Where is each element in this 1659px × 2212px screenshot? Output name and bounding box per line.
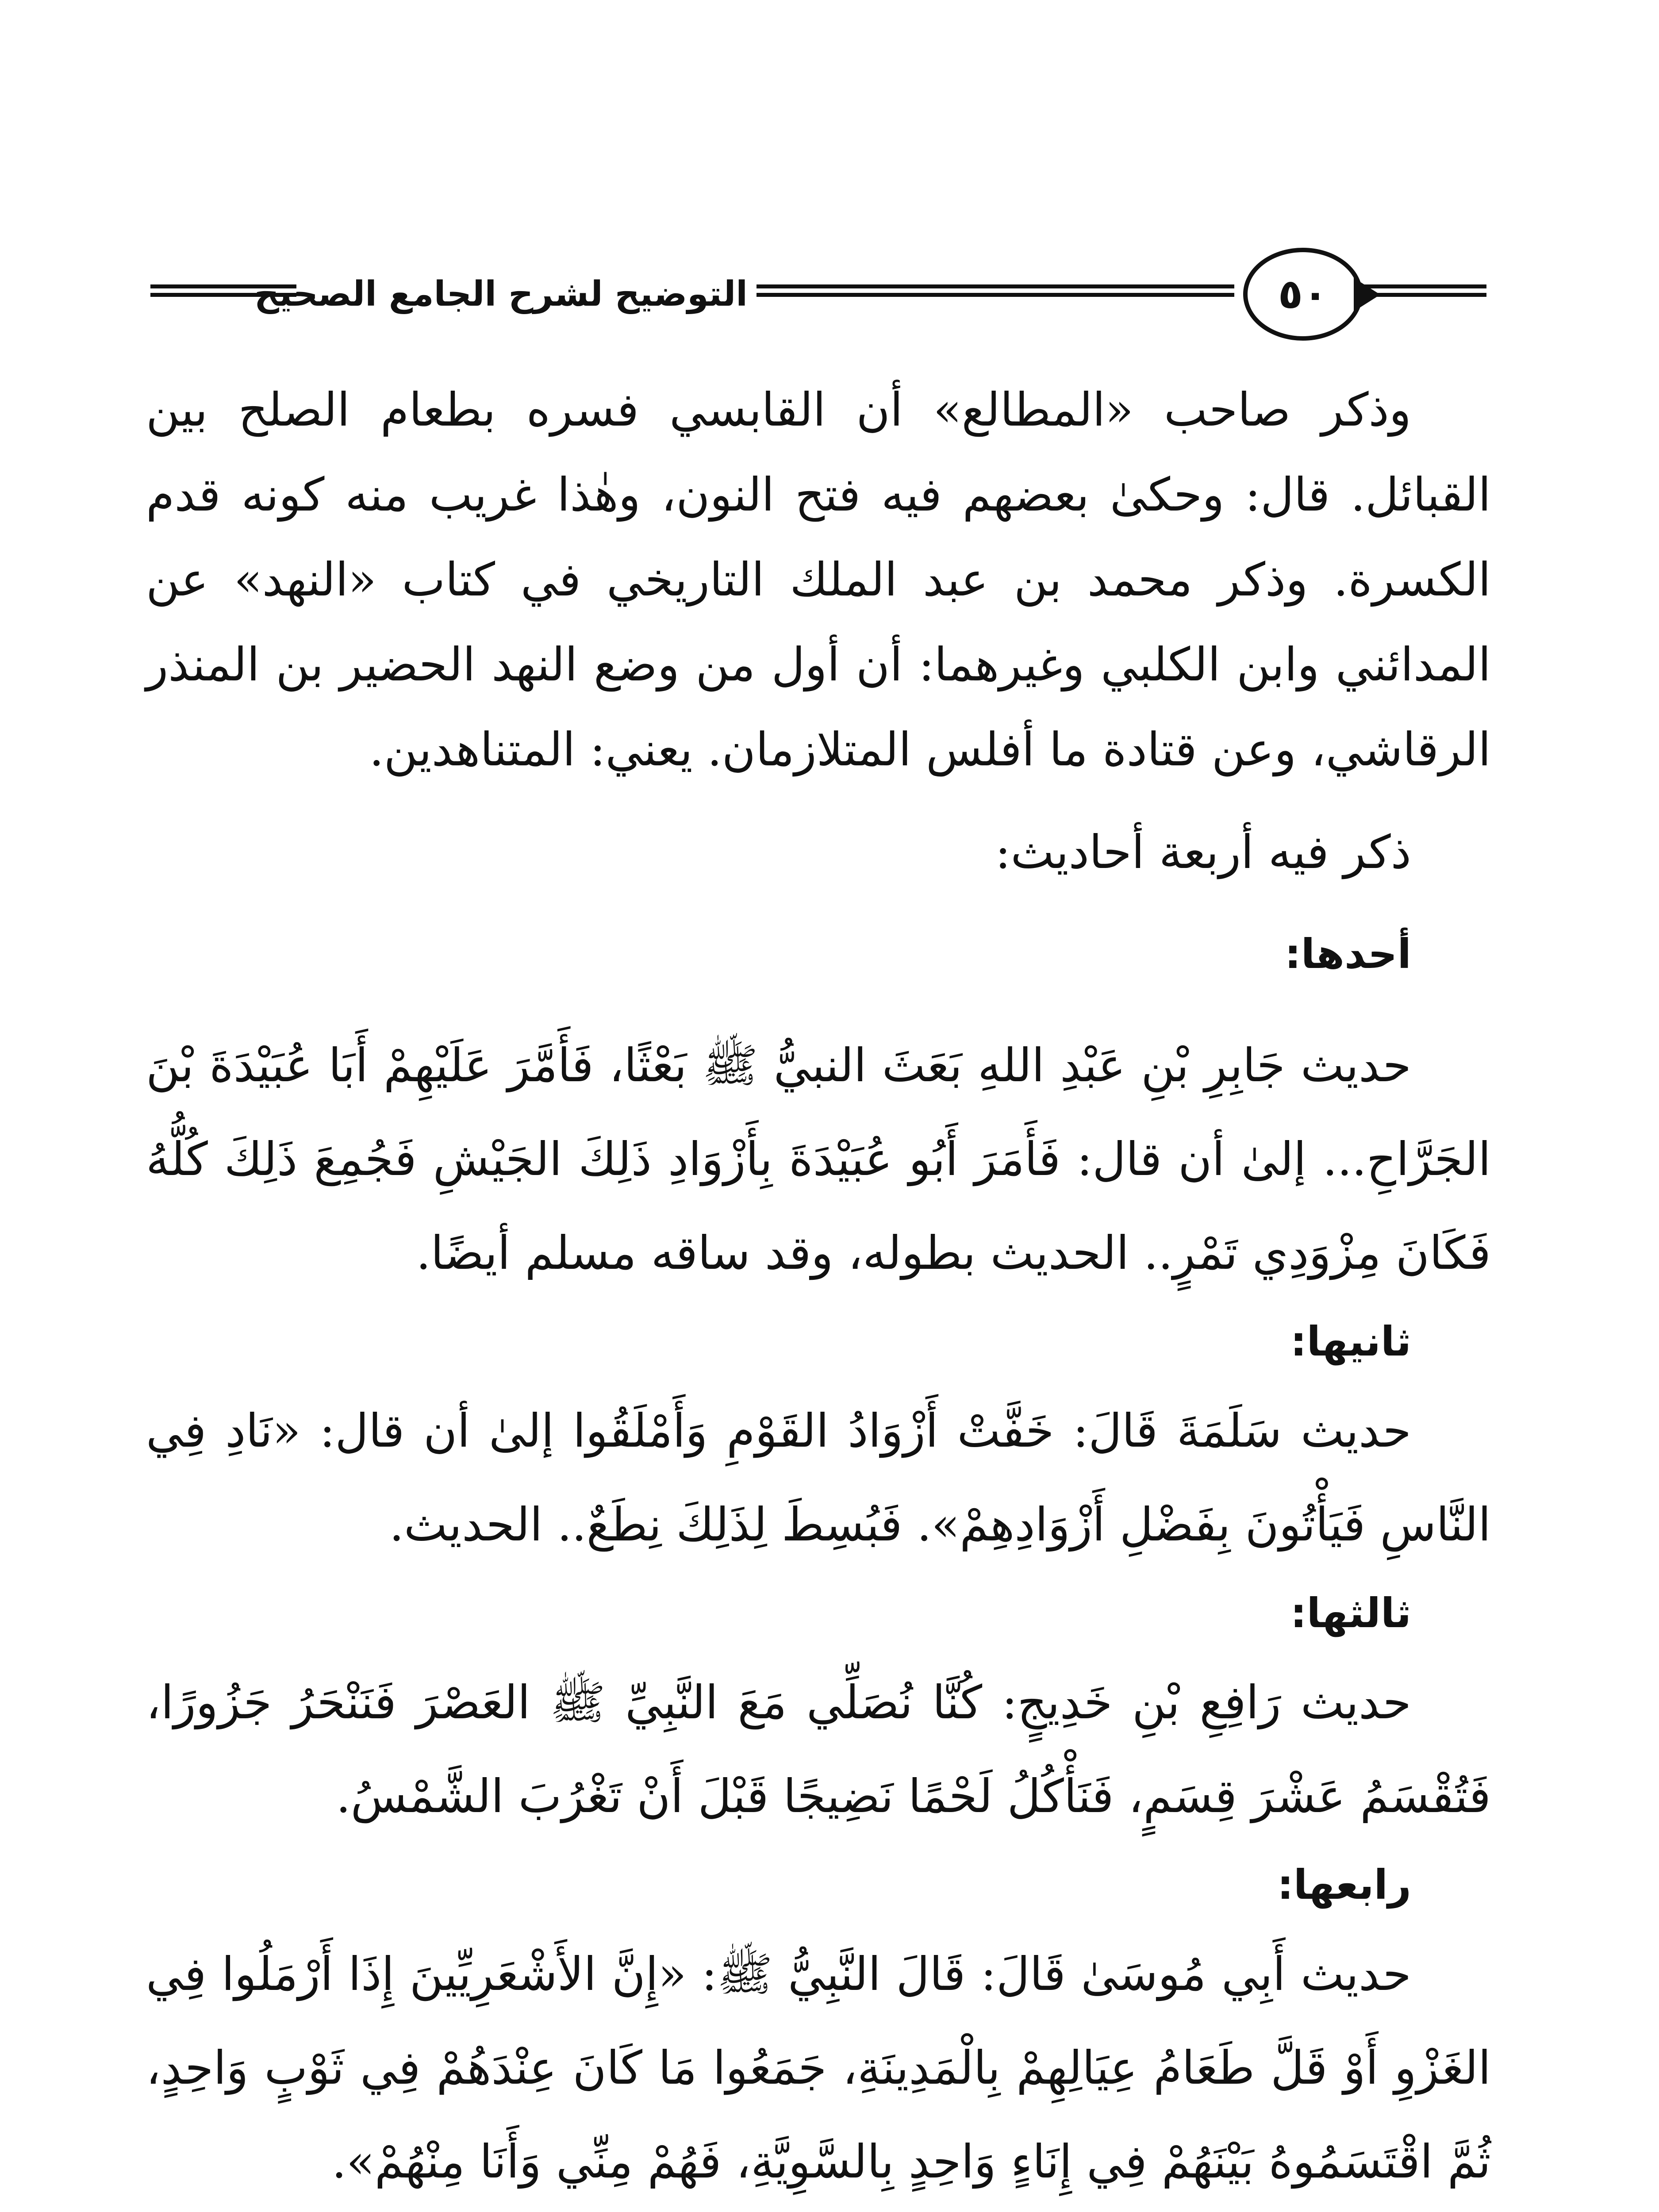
hadith-jabir: حديث جَابِرِ بْنِ عَبْدِ اللهِ بَعَثَ النبيُّ ﷺ بَعْثًا، فَأَمَّرَ عَلَيْهِمْ أَبَا عُبَيْدَةَ بْنَ الجَرَّاحِ... إلىٰ أن قال: فَأَمَرَ أَبُو عُبَيْدَةَ بِأَزْوَادِ ذَلِكَ الجَيْشِ فَجُمِعَ ذَلِكَ كُلُّهُ فَكَانَ مِزْوَدِي تَمْرٍ.. الحديث بطوله، وقد ساقه مسلم أيضًا.	[146, 1038, 1491, 1280]
hadith-rafi: حديث رَافِعِ بْنِ خَدِيجٍ: كُنَّا نُصَلِّي مَعَ النَّبِيِّ ﷺ العَصْرَ فَنَنْحَرُ جَزُورًا، فَتُقْسَمُ عَشْرَ قِسَمٍ، فَنَأْكُلُ لَحْمًا نَضِيجًا قَبْلَ أَنْ تَغْرُبَ الشَّمْسُ.	[146, 1675, 1491, 1823]
header-rule-right	[1358, 284, 1486, 297]
heading-second: ثانيها:	[1290, 1318, 1411, 1365]
page-body	[146, 367, 1491, 2208]
page-number-badge	[1243, 248, 1363, 341]
heading-fourth: رابعها:	[1277, 1861, 1411, 1909]
hadith-count-line: ذكر فيه أربعة أحاديث:	[995, 825, 1411, 879]
intro-paragraph: وذكر صاحب «المطالع» أن القابسي فسره بطعام الصلح بين القبائل. قال: وحكىٰ بعضهم فيه فتح النون، وهٰذا غريب منه كونه قدم الكسرة. وذكر محمد بن عبد الملك التاريخي في كتاب «النهد» عن المدائني وابن الكلبي وغيرهما: أن أول من وضع النهد الحضير بن المنذر الرقاشي، وعن قتادة ما أفلس المتلازمان. يعني: المتناهدين.	[146, 383, 1491, 776]
hadith-salama: حديث سَلَمَةَ قَالَ: خَفَّتْ أَزْوَادُ القَوْمِ وَأَمْلَقُوا إلىٰ أن قال: «نَادِ فِي النَّاسِ فَيَأْتُونَ بِفَضْلِ أَزْوَادِهِمْ». فَبُسِطَ لِذَلِكَ نِطَعٌ.. الحديث.	[146, 1404, 1491, 1551]
header-rule-middle	[757, 284, 1234, 297]
hadith-abu-musa: حديث أَبِي مُوسَىٰ قَالَ: قَالَ النَّبِيُّ ﷺ: «إِنَّ الأَشْعَرِيِّينَ إِذَا أَرْمَلُوا فِي الغَزْوِ أَوْ قَلَّ طَعَامُ عِيَالِهِمْ بِالْمَدِينَةِ، جَمَعُوا مَا كَانَ عِنْدَهُمْ فِي ثَوْبٍ وَاحِدٍ، ثُمَّ اقْتَسَمُوهُ بَيْنَهُمْ فِي إِنَاءٍ وَاحِدٍ بِالسَّوِيَّةِ، فَهُمْ مِنِّي وَأَنَا مِنْهُمْ».	[146, 1947, 1491, 2189]
heading-first: أحدها:	[1284, 930, 1411, 978]
running-title: التوضيح لشرح الجامع الصحيح	[254, 274, 748, 314]
running-header	[150, 248, 1486, 345]
heading-third: ثالثها:	[1290, 1590, 1411, 1637]
page-number: ٥٠	[1278, 270, 1328, 318]
